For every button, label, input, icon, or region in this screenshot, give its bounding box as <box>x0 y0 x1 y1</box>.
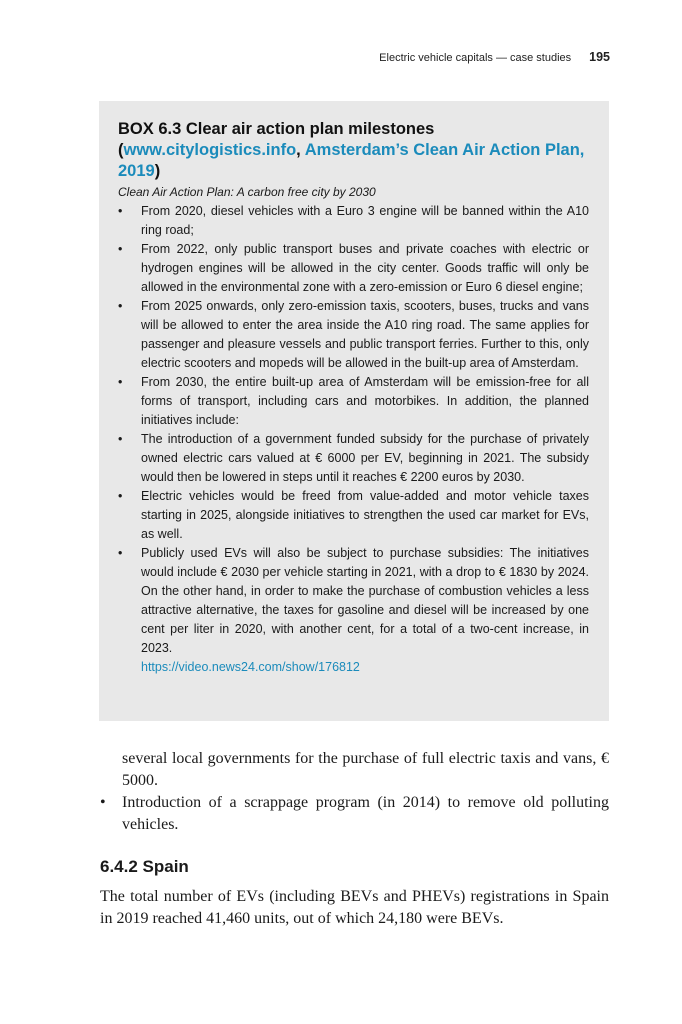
bullet-text: Introduction of a scrappage program (in 2014) to remove old polluting vehicles. <box>122 794 609 833</box>
body-bullet-item <box>100 792 609 836</box>
milestone-list <box>118 202 590 658</box>
comma: , <box>296 141 305 159</box>
item-text: From 2025 onwards, only zero-emission taxis, scooters, buses, trucks and vans will be allowed to enter the area inside the A10 ring road. The same applies for passenger and pleasure vessels and public transport ferries. Further to this, only electric scooters and mopeds will be allowed in the built-up area of Amsterdam. <box>141 299 589 370</box>
bullet: • <box>118 204 123 218</box>
bullet: • <box>118 489 123 503</box>
list-item <box>118 430 589 487</box>
list-item <box>118 487 589 544</box>
item-text: The introduction of a government funded subsidy for the purchase of privately owned electric cars valued at € 6000 per EV, beginning in 2021. The subsidy would then be lowered in steps until it reaches € 2200 euros by 2030. <box>141 432 589 484</box>
paren: ) <box>154 162 161 180</box>
list-item <box>118 202 589 240</box>
news24-video-link[interactable]: https://video.news24.com/show/176812 <box>141 660 360 674</box>
citylogistics-link[interactable]: www.citylogistics.info <box>123 141 297 159</box>
item-text: From 2022, only public transport buses and private coaches with electric or hydrogen engines will be allowed in the city center. Goods traffic will only be allowed in the environmental zone with a zero-emission or Euro 6 diesel engine; <box>141 242 589 294</box>
running-header <box>379 50 610 64</box>
item-text: From 2020, diesel vehicles with a Euro 3 engine will be banned within the A10 ring road; <box>141 204 589 237</box>
box-6-3 <box>99 101 609 721</box>
bullet: • <box>118 242 123 256</box>
box-title <box>118 119 590 182</box>
box-title-text: BOX 6.3 Clear air action plan milestones ( <box>118 120 435 159</box>
bullet: • <box>118 546 123 560</box>
body-paragraph: The total number of EVs (including BEVs and PHEVs) registrations in Spain in 2019 reached 41,460 units, out of which 24,180 were BEVs. <box>100 888 609 927</box>
item-text: From 2030, the entire built-up area of Amsterdam will be emission-free for all forms of transport, including cars and motorbikes. In addition, the planned initiatives include: <box>141 375 589 427</box>
list-item <box>118 297 589 373</box>
list-item <box>118 240 589 297</box>
list-item <box>118 544 589 658</box>
box-subtitle: Clean Air Action Plan: A carbon free city by 2030 <box>118 185 376 199</box>
item-text: Electric vehicles would be freed from value-added and motor vehicle taxes starting in 2025, alongside initiatives to strengthen the used car market for EVs, as well. <box>141 489 589 541</box>
continuation-text: several local governments for the purchase of full electric taxis and vans, € 5000. <box>122 750 609 789</box>
section-heading: 6.4.2 Spain <box>100 857 189 876</box>
bullet: • <box>118 299 123 313</box>
bullet: • <box>100 794 106 811</box>
running-title: Electric vehicle capitals — case studies <box>379 52 572 64</box>
page-number: 195 <box>589 50 610 64</box>
bullet: • <box>118 432 123 446</box>
list-item <box>118 373 589 430</box>
amsterdam-plan-link[interactable]: Amsterdam’s Clean Air Action Plan, 2019 <box>118 141 585 180</box>
item-text: Publicly used EVs will also be subject to purchase subsidies: The initiatives would include € 2030 per vehicle starting in 2021, with a drop to € 1830 by 2024. On the other hand, in order to make the purchase of combustion vehicles a less attractive alternative, the taxes for gasoline and diesel will be increased by one cent per liter in 2020, with another cent, for a total of a two-cent increase, in 2023. <box>141 546 589 655</box>
bullet: • <box>118 375 123 389</box>
